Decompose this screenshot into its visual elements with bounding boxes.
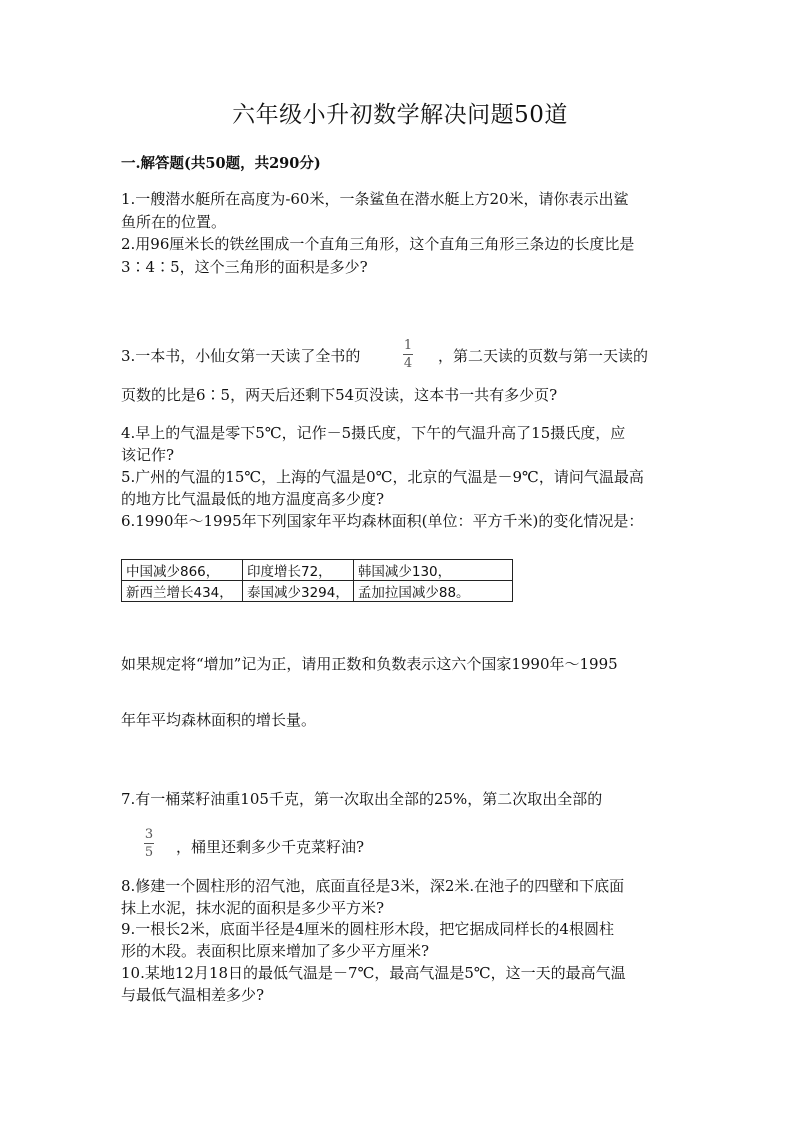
question-6-line-3: 年年平均森林面积的增长量。 xyxy=(121,711,317,729)
question-3-line-1-after: ，第二天读的页数与第一天读的 xyxy=(438,347,649,365)
question-3-fraction-numerator: 1 xyxy=(403,338,413,353)
question-8-line-2: 抹上水泥，抹水泥的面积是多少平方米? xyxy=(121,899,385,917)
question-5-line-1: 5.广州的气温的15℃，上海的气温是0℃，北京的气温是－9℃，请问气温最高 xyxy=(121,468,644,486)
question-3-fraction xyxy=(403,339,413,370)
table-cell: 韩国减少130， xyxy=(353,560,512,581)
question-8-line-1: 8.修建一个圆柱形的沼气池，底面直径是3米，深2米.在池子的四壁和下底面 xyxy=(121,877,625,895)
question-3-fraction-denominator: 4 xyxy=(403,356,413,371)
question-3-line-1-before: 3.一本书，小仙女第一天读了全书的 xyxy=(121,347,361,365)
table-cell: 孟加拉国减少88。 xyxy=(353,581,512,602)
section-heading: 一.解答题(共50题，共290分) xyxy=(121,155,321,172)
question-7-fraction-denominator: 5 xyxy=(144,845,154,860)
table-cell: 新西兰增长434， xyxy=(122,581,243,602)
question-2-line-2: 3∶4∶5，这个三角形的面积是多少? xyxy=(121,258,368,276)
question-3-line-2: 页数的比是6∶5，两天后还剩下54页没读，这本书一共有多少页? xyxy=(121,386,558,404)
table-cell: 印度增长72， xyxy=(243,560,354,581)
question-2-line-1: 2.用96厘米长的铁丝围成一个直角三角形，这个直角三角形三条边的长度比是 xyxy=(121,235,635,253)
forest-change-table xyxy=(121,559,513,602)
question-1-line-1: 1.一艘潜水艇所在高度为-60米，一条鲨鱼在潜水艇上方20米，请你表示出鲨 xyxy=(121,190,629,208)
question-10-line-1: 10.某地12月18日的最低气温是－7℃，最高气温是5℃，这一天的最高气温 xyxy=(121,964,626,982)
question-9-line-1: 9.一根长2米，底面半径是4厘米的圆柱形木段，把它据成同样长的4根圆柱 xyxy=(121,920,614,938)
question-6-line-1: 6.1990年～1995年下列国家年平均森林面积(单位：平方千米)的变化情况是： xyxy=(121,512,644,530)
question-7-line-2: ，桶里还剩多少千克菜籽油? xyxy=(176,838,365,856)
question-9-line-2: 形的木段。表面积比原来增加了多少平方厘米? xyxy=(121,942,430,960)
table-row xyxy=(122,560,513,581)
question-4-line-2: 该记作? xyxy=(121,446,175,464)
question-4-line-1: 4.早上的气温是零下5℃，记作－5摄氏度，下午的气温升高了15摄氏度，应 xyxy=(121,424,626,442)
question-7-fraction-numerator: 3 xyxy=(144,827,154,842)
question-7-fraction xyxy=(144,828,154,859)
question-5-line-2: 的地方比气温最低的地方温度高多少度? xyxy=(121,490,385,508)
question-10-line-2: 与最低气温相差多少? xyxy=(121,986,265,1004)
question-7-line-1: 7.有一桶菜籽油重105千克，第一次取出全部的25%，第二次取出全部的 xyxy=(121,790,603,808)
fraction-bar xyxy=(403,354,413,355)
page-title: 六年级小升初数学解决问题50道 xyxy=(232,102,568,128)
table-cell: 泰国减少3294， xyxy=(243,581,354,602)
question-6-line-2: 如果规定将“增加”记为正，请用正数和负数表示这六个国家1990年～1995 xyxy=(121,655,618,673)
table-row xyxy=(122,581,513,602)
question-1-line-2: 鱼所在的位置。 xyxy=(121,213,227,231)
fraction-bar xyxy=(144,843,154,844)
table-cell: 中国减少866， xyxy=(122,560,243,581)
